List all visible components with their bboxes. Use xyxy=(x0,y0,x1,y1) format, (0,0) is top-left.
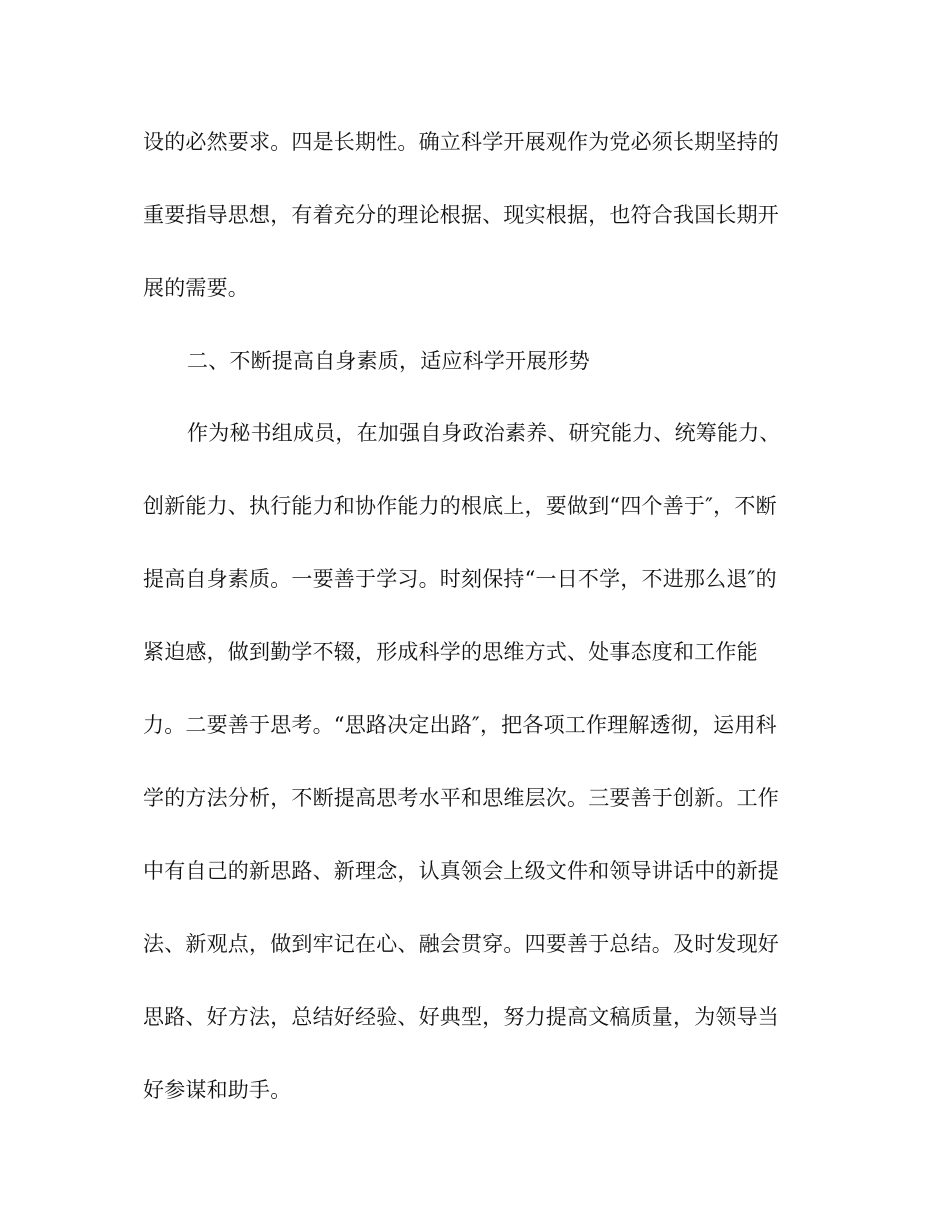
text-line: 展的需要。 xyxy=(143,276,249,300)
text-line: 创新能力、执行能力和协作能力的根底上，要做到“四个善于″，不断 xyxy=(143,494,777,518)
text-line: 作为秘书组成员，在加强自身政治素养、研究能力、统筹能力、 xyxy=(187,421,781,445)
text-line: 紧迫感，做到勤学不辍，形成科学的思维方式、处事态度和工作能 xyxy=(143,640,758,664)
text-line: 学的方法分析，不断提高思考水平和思维层次。三要善于创新。工作 xyxy=(143,786,779,810)
text-line: 好参谋和助手。 xyxy=(143,1078,292,1102)
text-line: 中有自己的新思路、新理念，认真领会上级文件和领导讲话中的新提 xyxy=(143,859,779,883)
text-line: 法、新观点，做到牢记在心、融会贯穿。四要善于总结。及时发现好 xyxy=(143,932,779,956)
section-heading: 二、不断提高自身素质，适应科学开展形势 xyxy=(187,349,590,373)
text-line: 提高自身素质。一要善于学习。时刻保持“一日不学，不进那么退″的 xyxy=(143,567,777,591)
text-line: 力。二要善于思考。“思路决定出路″，把各项工作理解透彻，运用科 xyxy=(143,713,777,737)
text-line: 重要指导思想，有着充分的理论根据、现实根据，也符合我国长期开 xyxy=(143,203,779,227)
text-line: 设的必然要求。四是长期性。确立科学开展观作为党必须长期坚持的 xyxy=(143,130,779,154)
text-line: 思路、好方法，总结好经验、好典型，努力提高文稿质量，为领导当 xyxy=(143,1005,779,1029)
